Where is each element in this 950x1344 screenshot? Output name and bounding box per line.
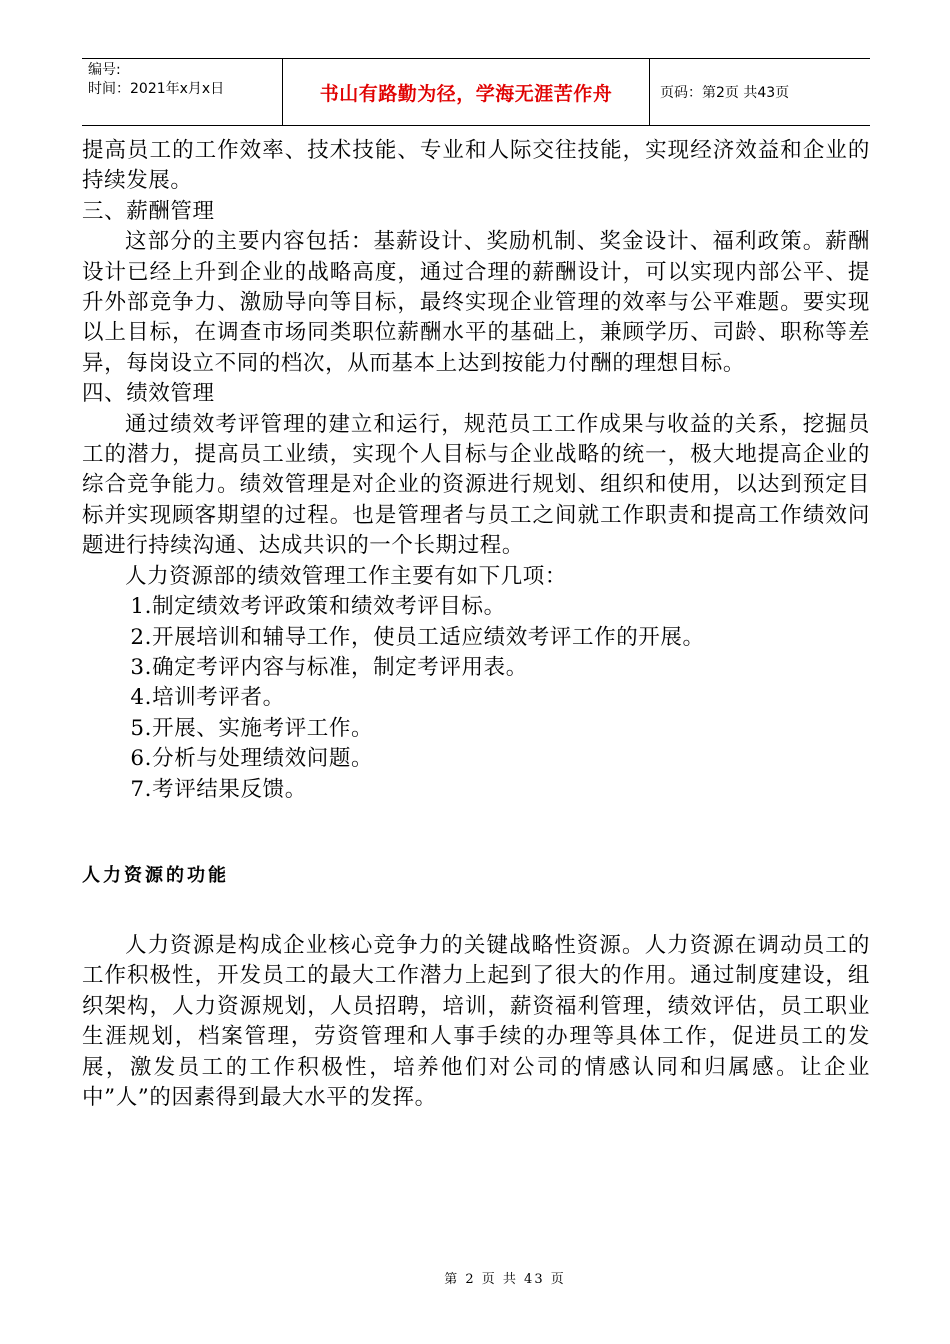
- spacer: [82, 891, 870, 931]
- section-body: 人力资源是构成企业核心竞争力的关键战略性资源。人力资源在调动员工的工作积极性，开发员工的最大工作潜力上起到了很大的作用。通过制度建设，组织架构，人力资源规划，人员招聘，培训，薪资福利管理，绩效评估，员工职业生涯规划，档案管理，劳资管理和人事手续的办理等具体工作，促进员工的发展，激发员工的工作积极性，培养他们对公司的情感认同和归属感。让企业中”人”的因素得到最大水平的发挥。: [82, 932, 870, 1110]
- list-item: 3.确定考评内容与标准，制定考评用表。: [130, 654, 528, 680]
- document-body: [82, 136, 870, 1113]
- header-meta: [82, 59, 282, 125]
- heading-performance: 四、绩效管理: [82, 381, 215, 407]
- paragraph-performance: 通过绩效考评管理的建立和运行，规范员工工作成果与收益的关系，挖掘员工的潜力，提高员工业绩，实现个人目标与企业战略的统一，极大地提高企业的综合竞争能力。绩效管理是对企业的资源进行规划、组织和使用，以达到预定目标并实现顾客期望的过程。也是管理者与员工之间就工作职责和提高工作绩效问题进行持续沟通、达成共识的一个长期过程。: [82, 411, 870, 559]
- list-item: 4.培训考评者。: [130, 685, 285, 711]
- list-item: 7.考评结果反馈。: [130, 776, 307, 802]
- list-item: 1.制定绩效考评政策和绩效考评目标。: [130, 594, 506, 620]
- list-item: 2.开展培训和辅导工作，使员工适应绩效考评工作的开展。: [130, 624, 705, 650]
- header-page-info: 页码：第2页 共43页: [660, 85, 790, 101]
- page-header: [82, 58, 870, 126]
- list-item: 5.开展、实施考评工作。: [130, 715, 374, 741]
- document-time-label: 时间：2021年x月x日: [88, 81, 225, 97]
- list-item: 6.分析与处理绩效问题。: [130, 746, 374, 772]
- document-number-label: 编号:: [88, 62, 121, 78]
- header-motto: 书山有路勤为径，学海无涯苦作舟: [282, 59, 650, 125]
- paragraph-training-continued: 提高员工的工作效率、技术技能、专业和人际交往技能，实现经济效益和企业的持续发展。: [82, 138, 870, 194]
- section-title: 人力资源的功能: [82, 864, 229, 886]
- heading-compensation: 三、薪酬管理: [82, 198, 215, 224]
- paragraph-performance-intro: 人力资源部的绩效管理工作主要有如下几项：: [125, 563, 568, 589]
- page-footer: 第 2 页 共 43 页: [444, 1272, 566, 1287]
- paragraph-compensation: 这部分的主要内容包括：基薪设计、奖励机制、奖金设计、福利政策。薪酬设计已经上升到企业的战略高度，通过合理的薪酬设计，可以实现内部公平、提升外部竞争力、激励导向等目标，最终实现企业管理的效率与公平难题。要实现以上目标，在调查市场同类职位薪酬水平的基础上，兼顾学历、司龄、职称等差异，每岗设立不同的档次，从而基本上达到按能力付酬的理想目标。: [82, 229, 870, 376]
